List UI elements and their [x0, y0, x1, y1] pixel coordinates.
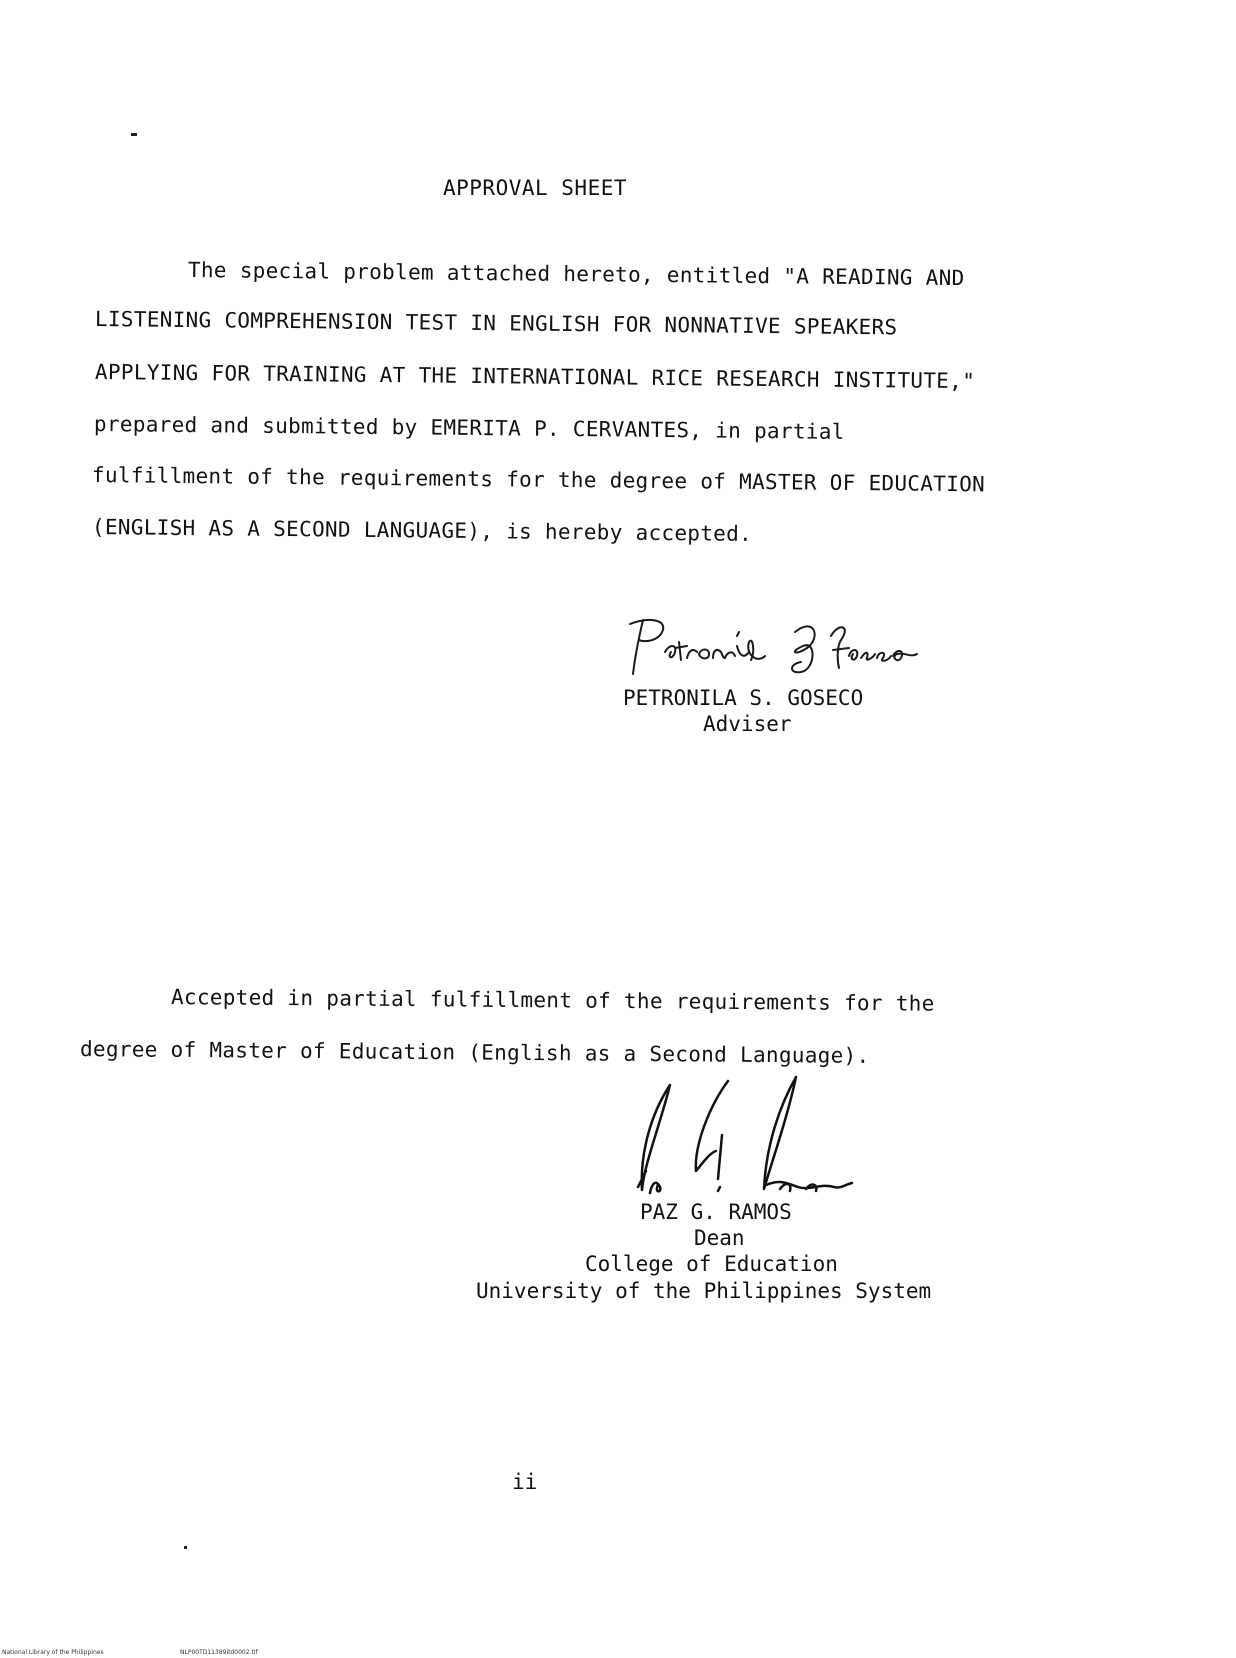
- dean-role: Dean: [694, 1226, 745, 1250]
- dean-name: PAZ G. RAMOS: [640, 1200, 792, 1224]
- adviser-signature: [625, 612, 945, 682]
- footer-source: National Library of the Philippines: [2, 1649, 104, 1656]
- page-title: APPROVAL SHEET: [443, 176, 628, 200]
- footer-filename: NLP00TD11389itd0002.tif: [180, 1649, 258, 1656]
- paragraph1-line-1: The special problem attached hereto, entitled "A READING AND: [187, 258, 965, 291]
- scan-mark: [131, 133, 137, 136]
- paragraph1-line-3: APPLYING FOR TRAINING AT THE INTERNATIONAL RICE RESEARCH INSTITUTE,": [94, 360, 976, 394]
- paragraph1-line-6: (ENGLISH AS A SECOND LANGUAGE), is hereby accepted.: [91, 515, 753, 546]
- adviser-name: PETRONILA S. GOSECO: [623, 686, 864, 710]
- dean-signature: [630, 1075, 860, 1205]
- paragraph2-line-2: degree of Master of Education (English as a Second Language).: [79, 1037, 870, 1068]
- paragraph2-line-1: Accepted in partial fulfillment of the requirements for the: [170, 985, 935, 1016]
- dean-college: College of Education: [585, 1252, 838, 1276]
- paragraph1-line-4: prepared and submitted by EMERITA P. CERVANTES, in partial: [93, 412, 845, 444]
- dean-university: University of the Philippines System: [476, 1279, 932, 1303]
- adviser-role: Adviser: [703, 712, 792, 736]
- page-number: ii: [512, 1470, 538, 1494]
- paragraph1-line-2: LISTENING COMPREHENSION TEST IN ENGLISH FOR NONNATIVE SPEAKERS: [94, 307, 898, 340]
- paragraph1-line-5: fulfillment of the requirements for the degree of MASTER OF EDUCATION: [91, 463, 986, 497]
- scan-mark-bottom: [184, 1546, 187, 1549]
